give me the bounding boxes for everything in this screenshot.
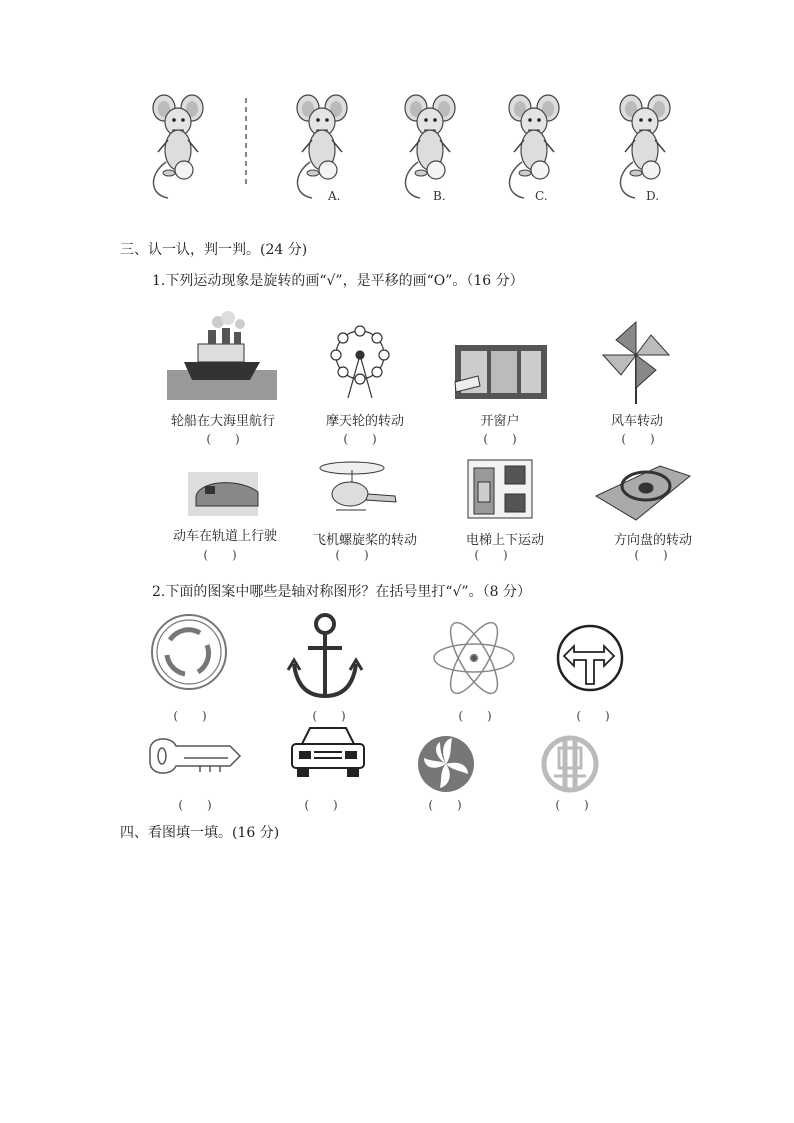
fork-road-sign-icon bbox=[558, 626, 622, 690]
ferris-wheel-icon bbox=[331, 326, 389, 398]
q2-answer-5[interactable]: ( ) bbox=[178, 798, 212, 812]
q2-answer-6[interactable]: ( ) bbox=[304, 798, 338, 812]
mouse-figures bbox=[0, 0, 794, 220]
q1-label-3: 开窗户 bbox=[480, 414, 520, 429]
mouse-option-b bbox=[405, 95, 455, 198]
section4-title: 四、看图填一填。(16 分) bbox=[120, 825, 280, 841]
q1-label-8: 方向盘的转动 bbox=[613, 533, 692, 548]
q2-answer-8[interactable]: ( ) bbox=[555, 798, 589, 812]
q1-prompt: 1.下列运动现象是旋转的画“√”，是平移的画“O”。（16 分） bbox=[152, 273, 524, 289]
steering-wheel-icon bbox=[596, 466, 690, 520]
q1-label-2: 摩天轮的转动 bbox=[325, 414, 404, 429]
q2-answer-1[interactable]: ( ) bbox=[173, 709, 207, 723]
q1-answer-2[interactable]: ( ) bbox=[343, 432, 377, 446]
q1-answer-8[interactable]: ( ) bbox=[634, 548, 668, 562]
q1-pictures bbox=[0, 300, 794, 560]
mouse-option-a bbox=[297, 95, 347, 198]
q1-label-7: 电梯上下运动 bbox=[465, 533, 544, 548]
bank-logo-icon bbox=[544, 738, 596, 790]
q2-answer-4[interactable]: ( ) bbox=[576, 709, 610, 723]
option-label-b: B. bbox=[433, 189, 446, 203]
roundabout-sign-icon bbox=[152, 615, 226, 689]
mouse-option-d bbox=[620, 95, 670, 198]
mouse-option-c bbox=[509, 95, 559, 198]
atom-icon bbox=[434, 616, 514, 699]
bauhinia-icon bbox=[418, 736, 474, 792]
mouse-original bbox=[153, 95, 203, 198]
train-icon bbox=[188, 472, 258, 516]
q1-answer-3[interactable]: ( ) bbox=[483, 432, 517, 446]
key-icon bbox=[150, 739, 240, 773]
helicopter-icon bbox=[320, 462, 396, 510]
q1-answer-7[interactable]: ( ) bbox=[474, 548, 508, 562]
q1-answer-5[interactable]: ( ) bbox=[203, 548, 237, 562]
q1-label-1: 轮船在大海里航行 bbox=[170, 414, 275, 429]
q1-label-6: 飞机螺旋桨的转动 bbox=[312, 533, 417, 548]
section3-title: 三、认一认，判一判。(24 分) bbox=[120, 242, 308, 258]
q2-prompt: 2.下面的图案中哪些是轴对称图形？在括号里打“√”。（8 分） bbox=[152, 584, 531, 600]
anchor-icon bbox=[288, 615, 362, 696]
window-icon bbox=[455, 345, 547, 399]
q1-label-5: 动车在轨道上行驶 bbox=[172, 529, 277, 544]
option-label-a: A. bbox=[328, 189, 341, 203]
ship-icon bbox=[167, 311, 277, 400]
elevator-icon bbox=[468, 460, 532, 518]
option-label-c: C. bbox=[535, 189, 548, 203]
q1-label-4: 风车转动 bbox=[610, 414, 663, 429]
q1-answer-6[interactable]: ( ) bbox=[335, 548, 369, 562]
option-label-d: D. bbox=[646, 189, 660, 203]
q2-answer-2[interactable]: ( ) bbox=[312, 709, 346, 723]
pinwheel-icon bbox=[603, 322, 669, 404]
q2-answer-3[interactable]: ( ) bbox=[458, 709, 492, 723]
q1-answer-4[interactable]: ( ) bbox=[621, 432, 655, 446]
q1-answer-1[interactable]: ( ) bbox=[206, 432, 240, 446]
q2-pictures bbox=[0, 600, 794, 810]
car-icon bbox=[292, 728, 364, 776]
q2-answer-7[interactable]: ( ) bbox=[428, 798, 462, 812]
